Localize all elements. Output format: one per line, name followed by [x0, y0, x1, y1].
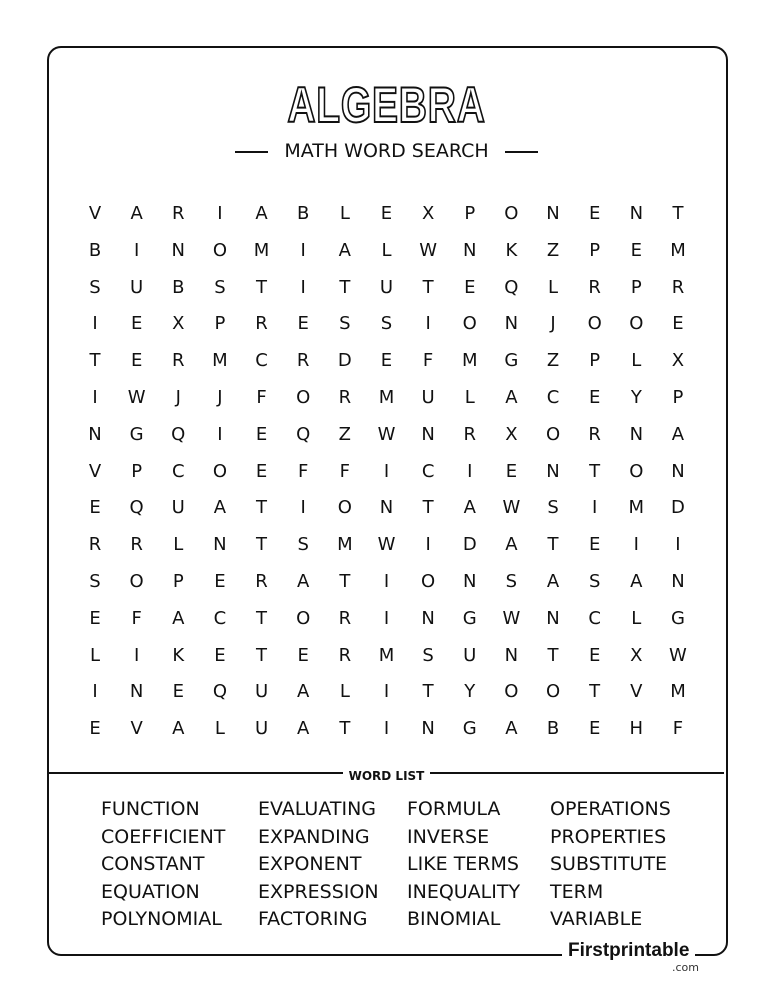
grid-letter: P	[630, 276, 642, 298]
grid-letter: X	[630, 644, 643, 666]
grid-letter: E	[255, 460, 268, 482]
grid-letter: D	[337, 350, 352, 372]
grid-letter: A	[671, 423, 685, 445]
grid-letter: C	[588, 607, 601, 629]
grid-letter: X	[421, 203, 435, 224]
grid-letter: N	[671, 571, 685, 592]
word-list-item: EXPONENT	[258, 853, 362, 875]
grid-letter: T	[339, 718, 351, 740]
grid-letter: N	[671, 460, 685, 482]
grid-letter: E	[380, 350, 393, 372]
grid-letter: N	[463, 571, 477, 592]
grid-letter: A	[297, 718, 310, 740]
grid-letter: W	[502, 497, 521, 519]
grid-letter: E	[130, 313, 143, 335]
grid-letter: A	[255, 203, 268, 224]
grid-letter: S	[89, 276, 101, 298]
grid-letter: I	[675, 534, 681, 556]
grid-letter: E	[255, 423, 268, 445]
grid-letter: F	[298, 460, 309, 482]
grid-letter: B	[172, 276, 185, 298]
grid-letter: V	[630, 681, 643, 703]
word-list-item: EVALUATING	[258, 798, 376, 820]
grid-letter: T	[89, 350, 101, 372]
grid-letter: R	[255, 313, 268, 335]
grid-letter: K	[172, 644, 185, 666]
grid-letter: R	[338, 644, 352, 666]
grid-letter: T	[589, 681, 601, 703]
grid-letter: I	[383, 681, 390, 703]
grid-letter: D	[462, 534, 477, 556]
grid-letter: R	[338, 387, 352, 408]
grid-letter: M	[378, 387, 395, 408]
grid-letter: P	[214, 313, 226, 335]
grid-letter: B	[297, 203, 310, 224]
brand-logo-suffix: .com	[672, 961, 699, 974]
grid-letter: W	[419, 239, 438, 261]
grid-letter: O	[587, 313, 602, 335]
grid-letter: S	[214, 276, 226, 298]
grid-letter: P	[672, 387, 684, 408]
grid-letter: O	[129, 571, 144, 592]
grid-letter: A	[630, 571, 643, 592]
grid-letter: I	[92, 387, 98, 408]
grid-letter: M	[670, 681, 686, 703]
grid-letter: R	[296, 350, 310, 372]
grid-letter: T	[256, 644, 268, 666]
grid-letter: L	[89, 644, 101, 666]
grid-letter: Y	[464, 681, 476, 703]
grid-letter: I	[383, 571, 390, 592]
grid-letter: I	[92, 681, 98, 703]
grid-letter: H	[629, 718, 644, 740]
word-list-label-text: WORD LIST	[343, 769, 431, 783]
grid-letter: G	[504, 350, 519, 372]
grid-letter: A	[172, 607, 185, 629]
grid-letter: O	[545, 681, 561, 703]
grid-letter: G	[670, 607, 685, 629]
word-list-item: INVERSE	[407, 825, 490, 848]
grid-letter: N	[629, 423, 644, 445]
grid-letter: O	[462, 313, 477, 335]
grid-letter: N	[504, 644, 519, 666]
grid-letter: O	[504, 203, 519, 224]
grid-letter: P	[464, 203, 476, 224]
grid-letter: O	[504, 681, 519, 703]
grid-letter: I	[383, 607, 390, 629]
grid-letter: C	[255, 350, 268, 372]
grid-letter: O	[629, 313, 644, 335]
word-list-item: COEFFICIENT	[101, 825, 226, 848]
grid-letter: V	[88, 460, 102, 482]
grid-letter: C	[421, 460, 435, 482]
grid-letter: A	[297, 571, 310, 592]
grid-letter: U	[379, 276, 394, 298]
grid-letter: Q	[171, 423, 186, 445]
grid-letter: N	[379, 497, 394, 519]
word-list-item: PROPERTIES	[550, 825, 667, 848]
grid-letter: K	[505, 239, 518, 261]
grid-letter: T	[339, 276, 351, 298]
grid-letter: N	[504, 313, 519, 335]
grid-letter: O	[296, 607, 311, 629]
grid-letter: I	[425, 534, 431, 556]
grid-letter: T	[672, 203, 684, 224]
grid-letter: F	[256, 387, 267, 408]
word-list-item: OPERATIONS	[550, 798, 671, 820]
grid-letter: N	[463, 239, 477, 261]
word-list-item: FORMULA	[407, 798, 501, 820]
grid-letter: M	[378, 644, 395, 666]
grid-letter: T	[256, 497, 268, 519]
grid-letter: X	[172, 313, 185, 335]
subtitle	[0, 140, 773, 162]
grid-letter: U	[254, 718, 269, 740]
grid-letter: P	[589, 350, 601, 372]
grid-letter: S	[588, 571, 601, 592]
grid-letter: T	[589, 460, 601, 482]
word-list-item: CONSTANT	[101, 853, 205, 875]
word-list-item: BINOMIAL	[407, 908, 501, 930]
grid-letter: M	[253, 239, 270, 261]
grid-letter: O	[212, 239, 227, 261]
word-list-item: TERM	[550, 880, 604, 903]
grid-letter: I	[217, 423, 223, 445]
grid-letter: M	[670, 239, 686, 261]
grid-letter: S	[380, 313, 393, 335]
grid-letter: S	[89, 571, 101, 592]
grid-letter: X	[671, 350, 685, 372]
grid-letter: E	[588, 644, 601, 666]
grid-letter: Q	[504, 276, 519, 298]
word-list-item: SUBSTITUTE	[550, 853, 668, 875]
grid-letter: E	[630, 239, 642, 261]
grid-letter: N	[546, 203, 560, 224]
grid-letter: R	[172, 350, 185, 372]
grid-letter: L	[173, 534, 184, 556]
grid-letter: T	[547, 534, 559, 556]
grid-letter: O	[545, 423, 561, 445]
grid-letter: I	[383, 718, 390, 740]
grid-letter: T	[422, 497, 434, 519]
grid-letter: Z	[338, 423, 351, 445]
grid-letter: N	[421, 423, 435, 445]
word-list-label	[0, 765, 773, 784]
grid-letter: E	[588, 203, 601, 224]
grid-letter: N	[421, 718, 435, 740]
grid-letter: E	[588, 718, 601, 740]
grid-letter: E	[297, 644, 309, 666]
grid-letter: Z	[546, 350, 560, 372]
grid-letter: T	[422, 276, 434, 298]
grid-letter: E	[130, 350, 143, 372]
grid-letter: R	[671, 276, 685, 298]
grid-letter: C	[171, 460, 185, 482]
grid-letter: I	[300, 276, 306, 298]
word-list-item: EQUATION	[101, 880, 200, 903]
grid-letter: E	[89, 497, 101, 519]
grid-letter: V	[130, 718, 143, 740]
grid-letter: E	[89, 718, 101, 740]
grid-letter: L	[339, 203, 350, 224]
grid-letter: I	[467, 460, 473, 482]
grid-letter: M	[212, 350, 228, 372]
grid-letter: I	[217, 203, 223, 224]
grid-letter: L	[631, 350, 642, 372]
grid-letter: E	[89, 607, 101, 629]
grid-letter: A	[297, 681, 310, 703]
grid-letter: R	[130, 534, 143, 556]
grid-letter: G	[129, 423, 144, 445]
grid-letter: A	[505, 718, 518, 740]
grid-letter: R	[463, 423, 476, 445]
grid-letter: S	[297, 534, 309, 556]
grid-letter: I	[300, 497, 306, 519]
grid-letter: Z	[546, 239, 560, 261]
grid-letter: T	[422, 681, 434, 703]
grid-letter: E	[297, 313, 309, 335]
grid-letter: N	[171, 239, 185, 261]
grid-letter: R	[88, 534, 102, 556]
grid-letter: W	[377, 534, 396, 556]
grid-letter: V	[88, 203, 102, 224]
grid-letter: U	[171, 497, 185, 519]
grid-letter: B	[546, 718, 560, 740]
grid-letter: N	[629, 203, 644, 224]
grid-letter: E	[380, 203, 393, 224]
grid-letter: P	[172, 571, 184, 592]
grid-letter: U	[254, 681, 269, 703]
grid-letter: Y	[630, 387, 642, 408]
grid-letter: R	[338, 607, 352, 629]
grid-letter: C	[213, 607, 227, 629]
word-list-item: EXPRESSION	[258, 880, 379, 903]
grid-letter: S	[339, 313, 351, 335]
subtitle-text: MATH WORD SEARCH	[284, 140, 489, 162]
grid-letter: A	[172, 718, 185, 740]
grid-letter: R	[588, 423, 601, 445]
divider-line	[505, 151, 538, 153]
grid-letter: Q	[296, 423, 311, 445]
grid-letter: I	[633, 534, 639, 556]
grid-letter: W	[377, 423, 396, 445]
grid-letter: S	[422, 644, 434, 666]
grid-letter: O	[629, 460, 644, 482]
grid-letter: A	[505, 534, 518, 556]
grid-letter: O	[212, 460, 227, 482]
grid-letter: T	[339, 571, 351, 592]
grid-letter: D	[671, 497, 685, 519]
grid-letter: N	[546, 607, 560, 629]
word-list-item: INEQUALITY	[407, 880, 521, 903]
grid-letter: E	[214, 571, 226, 592]
grid-letter: L	[464, 387, 475, 408]
grid-letter: A	[130, 203, 143, 224]
grid-letter: L	[548, 276, 559, 298]
grid-letter: I	[133, 644, 140, 666]
brand-logo: Firstprintable	[562, 940, 695, 962]
grid-letter: T	[256, 607, 268, 629]
grid-letter: F	[672, 718, 684, 740]
word-list-item: POLYNOMIAL	[101, 908, 222, 930]
grid-letter: E	[505, 460, 518, 482]
grid-letter: E	[464, 276, 476, 298]
word-list-item: FACTORING	[258, 908, 368, 930]
grid-letter: U	[463, 644, 477, 666]
grid-letter: Q	[129, 497, 144, 519]
grid-letter: L	[631, 607, 642, 629]
grid-letter: A	[546, 571, 560, 592]
grid-letter: I	[383, 460, 390, 482]
grid-letter: Q	[212, 681, 227, 703]
grid-letter: X	[505, 423, 518, 445]
grid-letter: I	[300, 239, 306, 261]
grid-letter: G	[462, 718, 477, 740]
grid-letter: A	[463, 497, 476, 519]
grid-letter: J	[217, 387, 223, 408]
grid-letter: F	[131, 607, 142, 629]
grid-letter: E	[588, 534, 601, 556]
grid-letter: L	[214, 718, 225, 740]
grid-letter: C	[546, 387, 560, 408]
grid-letter: W	[502, 607, 521, 629]
grid-letter: E	[588, 387, 601, 408]
grid-letter: S	[505, 571, 518, 592]
grid-letter: O	[296, 387, 311, 408]
word-list-item: LIKE TERMS	[407, 853, 519, 875]
grid-letter: R	[172, 203, 185, 224]
grid-letter: G	[462, 607, 477, 629]
grid-letter: N	[88, 423, 102, 445]
grid-letter: R	[255, 571, 268, 592]
grid-letter: I	[425, 313, 431, 335]
grid-letter: M	[461, 350, 478, 372]
grid-letter: W	[127, 387, 146, 408]
grid-letter: M	[628, 497, 645, 519]
grid-letter: T	[547, 644, 559, 666]
grid-letter: L	[381, 239, 392, 261]
grid-letter: I	[92, 313, 98, 335]
grid-letter: O	[421, 571, 436, 592]
divider-line	[235, 151, 268, 153]
grid-letter: N	[213, 534, 227, 556]
grid-letter: E	[172, 681, 184, 703]
grid-letter: R	[588, 276, 601, 298]
page-title: ALGEBRA	[287, 77, 486, 133]
grid-letter: I	[133, 239, 140, 261]
grid-letter: B	[88, 239, 102, 261]
grid-letter: W	[669, 644, 687, 666]
grid-letter: U	[130, 276, 144, 298]
word-list-item: VARIABLE	[550, 908, 643, 930]
grid-letter: P	[131, 460, 143, 482]
grid-letter: A	[213, 497, 227, 519]
grid-letter: N	[129, 681, 144, 703]
grid-letter: S	[547, 497, 559, 519]
grid-letter: M	[337, 534, 353, 556]
grid-letter: T	[256, 276, 268, 298]
grid-letter: N	[546, 460, 560, 482]
grid-letter: T	[256, 534, 268, 556]
grid-letter: U	[421, 387, 435, 408]
grid-letter: J	[550, 313, 556, 335]
word-list-item: EXPANDING	[258, 825, 370, 848]
grid-letter: A	[505, 387, 518, 408]
grid-letter: F	[339, 460, 350, 482]
grid-letter: E	[672, 313, 684, 335]
grid-letter: J	[175, 387, 181, 408]
grid-letter: O	[337, 497, 352, 519]
grid-letter: N	[421, 607, 435, 629]
grid-letter: I	[592, 497, 598, 519]
grid-letter: A	[338, 239, 351, 261]
grid-letter: P	[589, 239, 601, 261]
grid-letter: E	[214, 644, 226, 666]
word-list-item: FUNCTION	[101, 798, 200, 820]
grid-letter: F	[422, 350, 434, 372]
grid-letter: L	[339, 681, 350, 703]
